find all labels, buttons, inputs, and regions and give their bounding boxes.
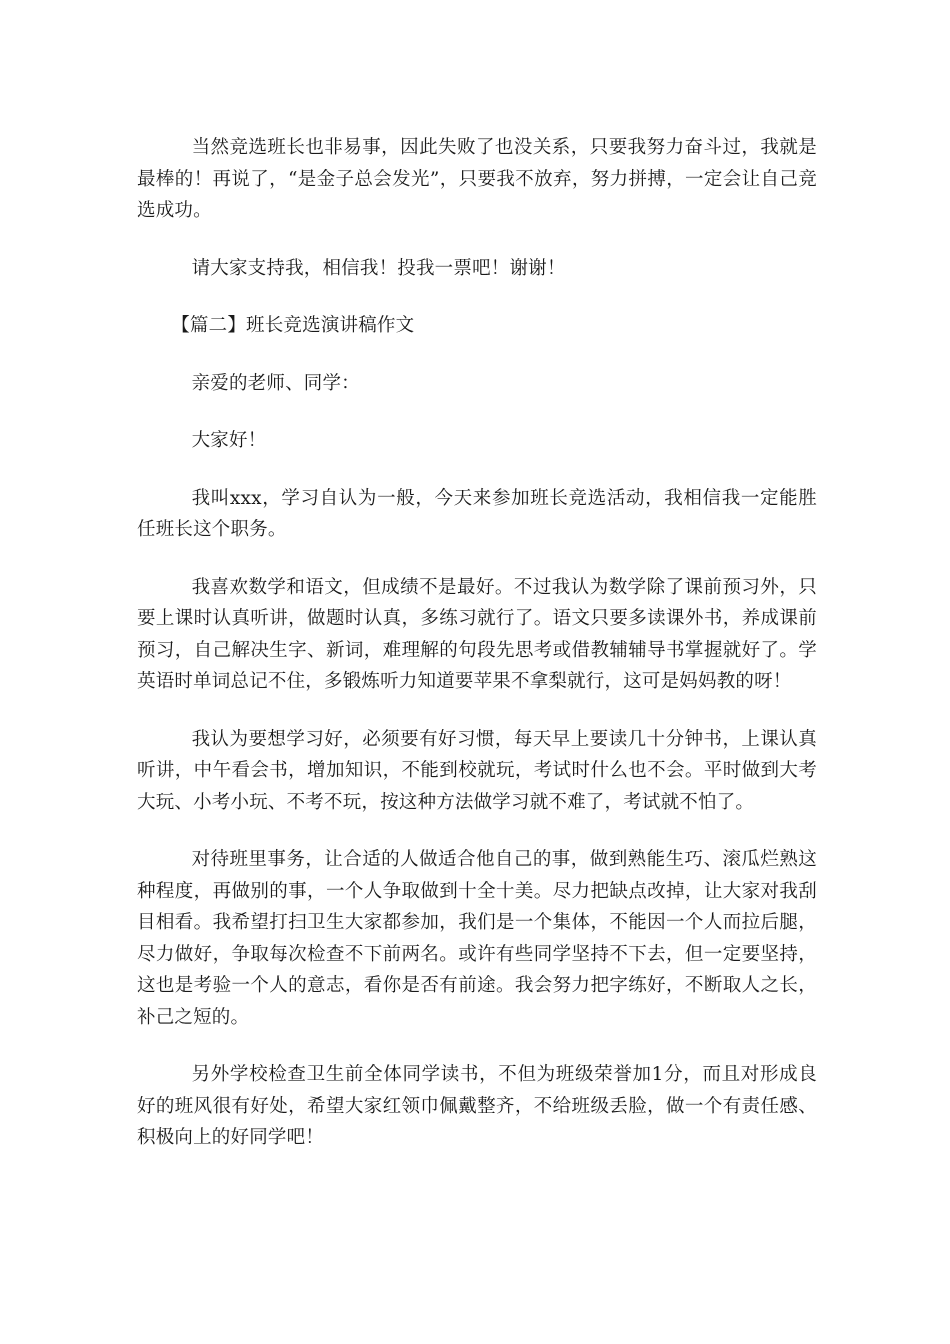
paragraph-greeting: 大家好！	[191, 430, 267, 451]
paragraph-salutation: 亲爱的老师、同学：	[191, 372, 360, 394]
paragraph-conclusion: 当然竞选班长也非易事，因此失败了也没关系，只要我努力奋斗过，我就是最棒的！再说了，“是金子总会发光”，只要我不放弃，努力拼搏，一定会让自己竞选成功。	[137, 137, 817, 221]
paragraph-appeal: 请大家支持我，相信我！投我一票吧！谢谢！	[191, 257, 566, 279]
paragraph-study-habits: 我认为要想学习好，必须要有好习惯，每天早上要读几十分钟书，上课认真听讲，中午看会书，增加知识，不能到校就玩，考试时什么也不会。平时做到大考大玩、小考小玩、不考不玩，按这种方法做学习就不难了，考试就不怕了。	[137, 728, 817, 813]
document-body	[137, 132, 817, 1180]
paragraph-closing: 另外学校检查卫生前全体同学读书，不但为班级荣誉加1分，而且对形成良好的班风很有好处，希望大家红领巾佩戴整齐，不给班级丢脸，做一个有责任感、积极向上的好同学吧！	[137, 1064, 817, 1148]
paragraph-introduction: 我叫xxx，学习自认为一般，今天来参加班长竞选活动，我相信我一定能胜任班长这个职务。	[137, 487, 817, 540]
paragraph-class-affairs: 对待班里事务，让合适的人做适合他自己的事，做到熟能生巧、滚瓜烂熟这种程度，再做别的事，一个人争取做到十全十美。尽力把缺点改掉，让大家对我刮目相看。我希望打扫卫生大家都参加，我们是一个集体，不能因一个人而拉后腿，尽力做好，争取每次检查不下前两名。或许有些同学坚持不下去，但一定要坚持，这也是考验一个人的意志，看你是否有前途。我会努力把字练好，不断取人之长，补己之短的。	[137, 849, 817, 1028]
paragraph-study-subjects: 我喜欢数学和语文，但成绩不是最好。不过我认为数学除了课前预习外，只要上课时认真听讲，做题时认真，多练习就行了。语文只要多读课外书，养成课前预习，自己解决生字、新词，难理解的句段先思考或借教辅辅导书掌握就好了。学英语时单词总记不住，多锻炼听力知道要苹果不拿梨就行，这可是妈妈教的呀！	[137, 576, 817, 692]
section-heading: 【篇二】班长竞选演讲稿作文	[171, 315, 415, 336]
